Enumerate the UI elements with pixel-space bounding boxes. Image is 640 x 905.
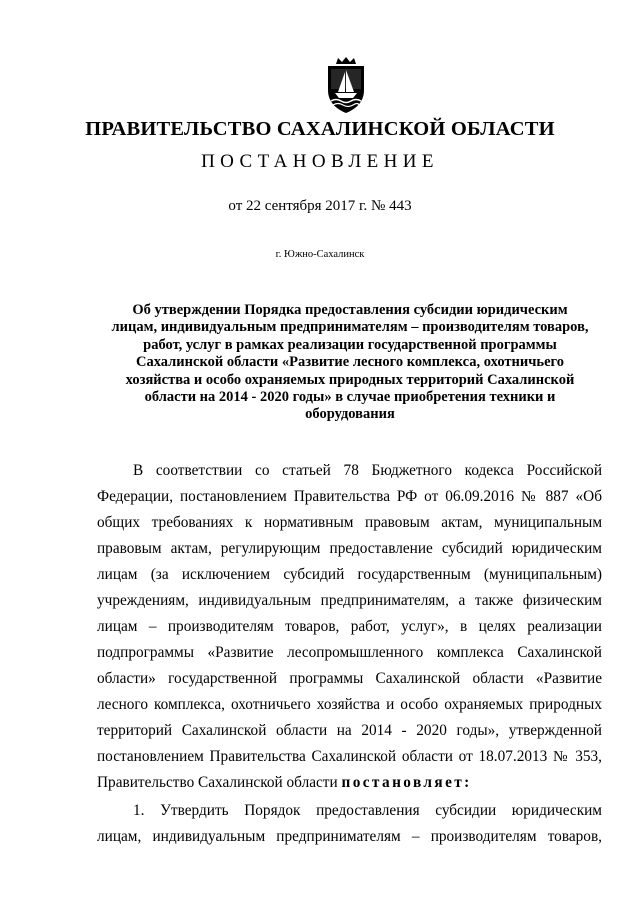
closing-prefix: Правительство Сахалинской области	[97, 774, 342, 791]
government-title: ПРАВИТЕЛЬСТВО САХАЛИНСКОЙ ОБЛАСТИ	[85, 118, 555, 140]
body-closing-line	[97, 771, 602, 795]
subject-line: оборудования	[305, 406, 395, 423]
document-date-number: от 22 сентября 2017 г. № 443	[228, 198, 412, 214]
item-line: 1. Утвердить Порядок предоставления субсидии юридическим	[133, 802, 602, 819]
body-line: постановлением Правительства Сахалинской области от 18.07.2013 № 353,	[97, 748, 602, 765]
body-line: Федерации, постановлением Правительства РФ от 06.09.2016 № 887 «Об	[97, 488, 602, 505]
subject-line: Об утверждении Порядка предоставления субсидии юридическим	[132, 302, 568, 318]
body-line: лицам – производителям товаров, работ, услуг», в целях реализации	[97, 618, 602, 635]
subject-line: лицам, индивидуальным предпринимателям – производителям товаров,	[111, 319, 589, 336]
body-line: правовым актам, регулирующим предоставление субсидий юридическим	[97, 540, 602, 557]
body-line: лицам (за исключением субсидий государственным (муниципальным)	[97, 566, 602, 583]
sakhalin-coat-of-arms-icon	[322, 56, 370, 114]
subject-line: хозяйства и особо охраняемых природных территорий Сахалинской	[125, 371, 575, 388]
body-line: территорий Сахалинской области на 2014 - 2020 годы», утвержденной	[97, 722, 602, 739]
closing-keyword: постановляет:	[341, 774, 472, 791]
item-line: лицам, индивидуальным предпринимателям – производителям товаров,	[97, 828, 602, 845]
subject-line: работ, услуг в рамках реализации государственной программы	[143, 336, 557, 353]
subject-line: Сахалинской области «Развитие лесного комплекса, охотничьего	[136, 354, 564, 371]
document-subject	[100, 302, 600, 424]
body-line: учреждениям, индивидуальным предпринимателям, а также физическим	[97, 592, 602, 609]
body-line: лесного комплекса, охотничьего хозяйства и особо охраняемых природных	[97, 696, 602, 713]
body-line: общих требованиях к нормативным правовым актам, муниципальным	[97, 514, 602, 531]
document-city: г. Южно-Сахалинск	[275, 249, 365, 260]
body-line: области» государственной программы Сахалинской области «Развитие	[97, 670, 602, 687]
body-line: В соответствии со статьей 78 Бюджетного кодекса Российской	[133, 462, 602, 479]
document-type: ПОСТАНОВЛЕНИЕ	[201, 151, 439, 172]
body-line: подпрограммы «Развитие лесопромышленного комплекса Сахалинской	[97, 644, 602, 661]
subject-line: области на 2014 - 2020 годы» в случае приобретения техники и	[144, 389, 556, 406]
